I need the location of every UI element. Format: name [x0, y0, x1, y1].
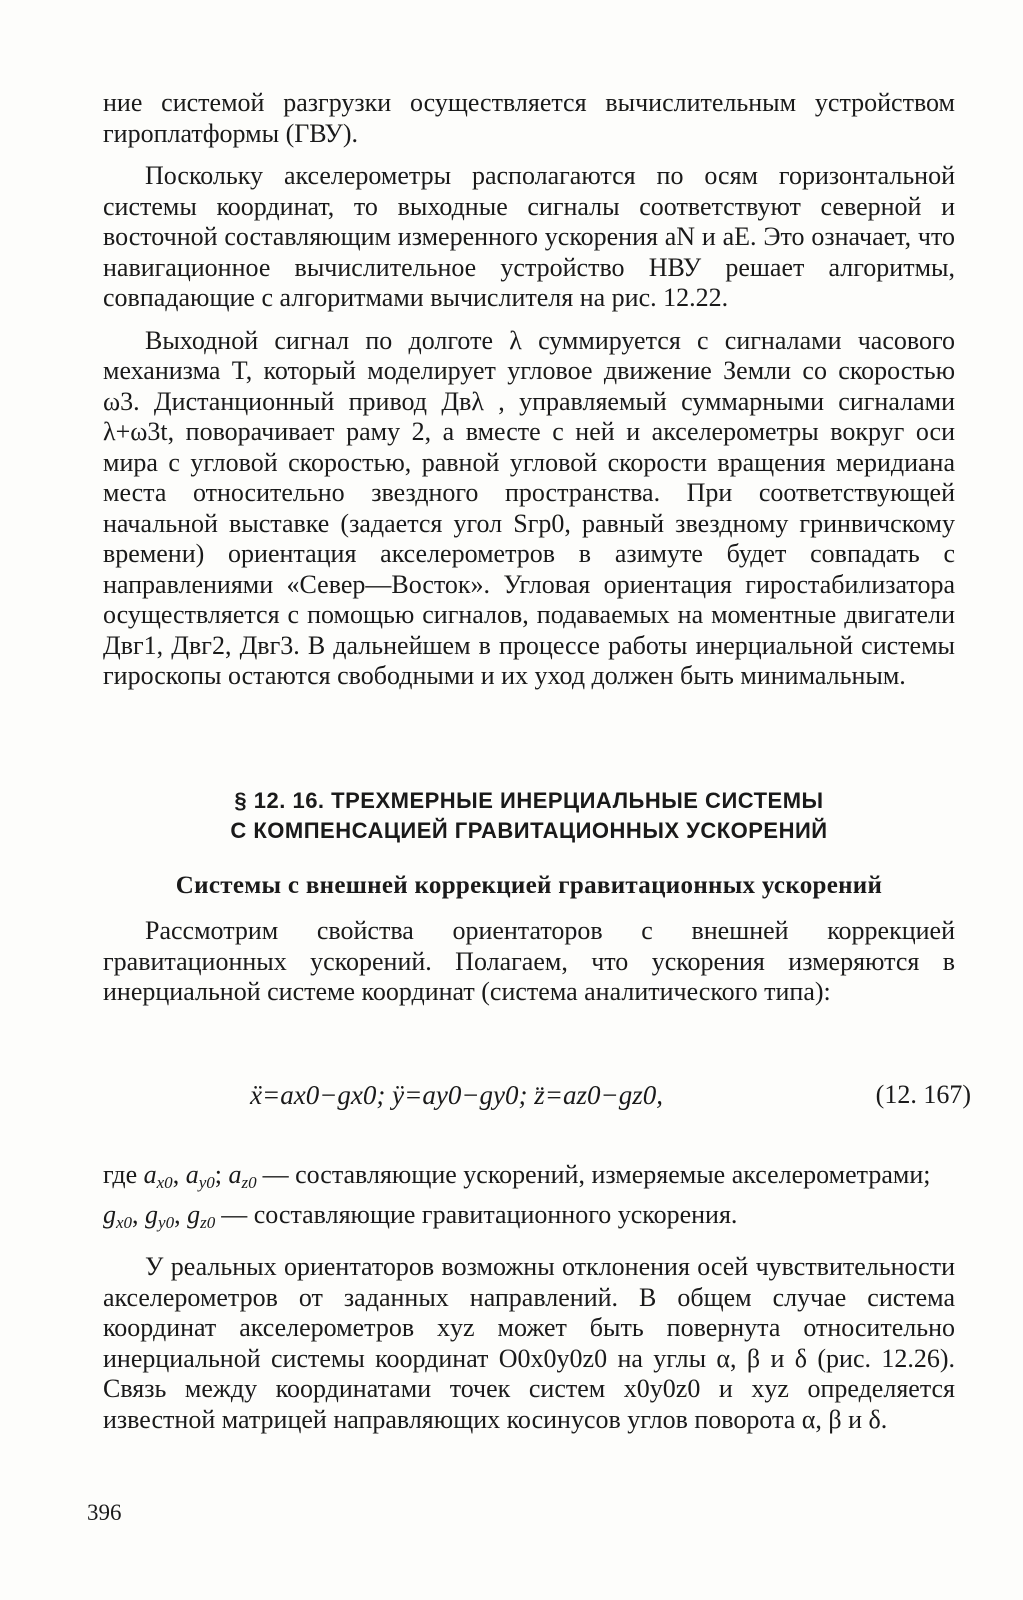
- formula-12-167: ẍ=ax0−gx0; ÿ=ay0−gy0; z̈=az0−gz0,: [250, 1080, 663, 1110]
- paragraph-continuation: ние системой разгрузки осуществляется вычислительным устройством гироплатформы (ГВУ).: [103, 88, 955, 148]
- equation-number: (12. 167): [875, 1080, 971, 1109]
- gravity-symbols: $g_{x0}$, $g_{y0}$, $g_{z0}$: [103, 1200, 216, 1232]
- intro-text-block: [103, 916, 955, 1008]
- definition-accelerations-text: — составляющие ускорений, измеряемые акселерометрами;: [262, 1160, 931, 1189]
- section-heading: [103, 786, 955, 846]
- section-heading-line-1: § 12. 16. ТРЕХМЕРНЫЕ ИНЕРЦИАЛЬНЫЕ СИСТЕМЫ: [234, 788, 824, 813]
- definition-gravity-text: — составляющие гравитационного ускорения.: [221, 1200, 738, 1229]
- page-number: 396: [87, 1500, 122, 1525]
- where-definitions: [103, 1160, 955, 1238]
- paragraph-intro: Рассмотрим свойства ориентаторов с внешней коррекцией гравитационных ускорений. Полагаем, что ускорения измеряются в инерциальной системе координат (система аналитического типа):: [103, 916, 955, 1006]
- paragraph-accelerometers: Поскольку акселерометры располагаются по осям горизонтальной системы координат, то выходные сигналы соответствуют северной и восточной составляющим измеренного ускорения aN и aE. Это означает, что навигационное вычислительное устройство НВУ решает алгоритмы, совпадающие с алгоритмами вычислителя на рис. 12.22.: [103, 161, 955, 312]
- definition-gravity: [103, 1200, 955, 1238]
- subsection-heading: Системы с внешней коррекцией гравитационных ускорений: [175, 872, 883, 899]
- section-heading-line-2: С КОМПЕНСАЦИЕЙ ГРАВИТАЦИОННЫХ УСКОРЕНИЙ: [230, 818, 828, 843]
- paragraph-longitude-signal: Выходной сигнал по долготе λ суммируется с сигналами часового механизма T, который моделирует угловое движение Земли со скоростью ω3. Дистанционный привод Двλ , управляемый суммарными сигналами λ+ω3t, поворачивает раму 2, а вместе с ней и акселерометры вокруг оси мира с угловой скоростью, равной угловой скорости вращения меридиана места относительно звездного пространства. При соответствующей начальной выставке (задается угол Sгр0, равный звездному гринвичскому времени) ориентация акселерометров в азимуте будет совпадать с направлениями «Север—Восток». Угловая ориентация гиростабилизатора осуществляется с помощью сигналов, подаваемых на моментные двигатели Двг1, Двг2, Двг3. В дальнейшем в процессе работы инерциальной системы гироскопы остаются свободными и их уход должен быть минимальным.: [103, 325, 955, 690]
- definition-accelerations: [103, 1160, 955, 1198]
- top-text-block: [103, 88, 955, 692]
- bottom-text-block: [103, 1252, 955, 1435]
- paragraph-real-orientators: У реальных ориентаторов возможны отклонения осей чувствительности акселерометров от заданных направлений. В общем случае система координат акселерометров xyz может быть повернута относительно инерциальной системы координат O0x0y0z0 на углы α, β и δ (рис. 12.26). Связь между координатами точек систем x0y0z0 и xyz определяется известной матрицей направляющих косинусов углов поворота α, β и δ.: [103, 1252, 955, 1434]
- where-lead: где $a_{x0}$, $a_{y0}$; $a_{z0}$: [103, 1160, 257, 1192]
